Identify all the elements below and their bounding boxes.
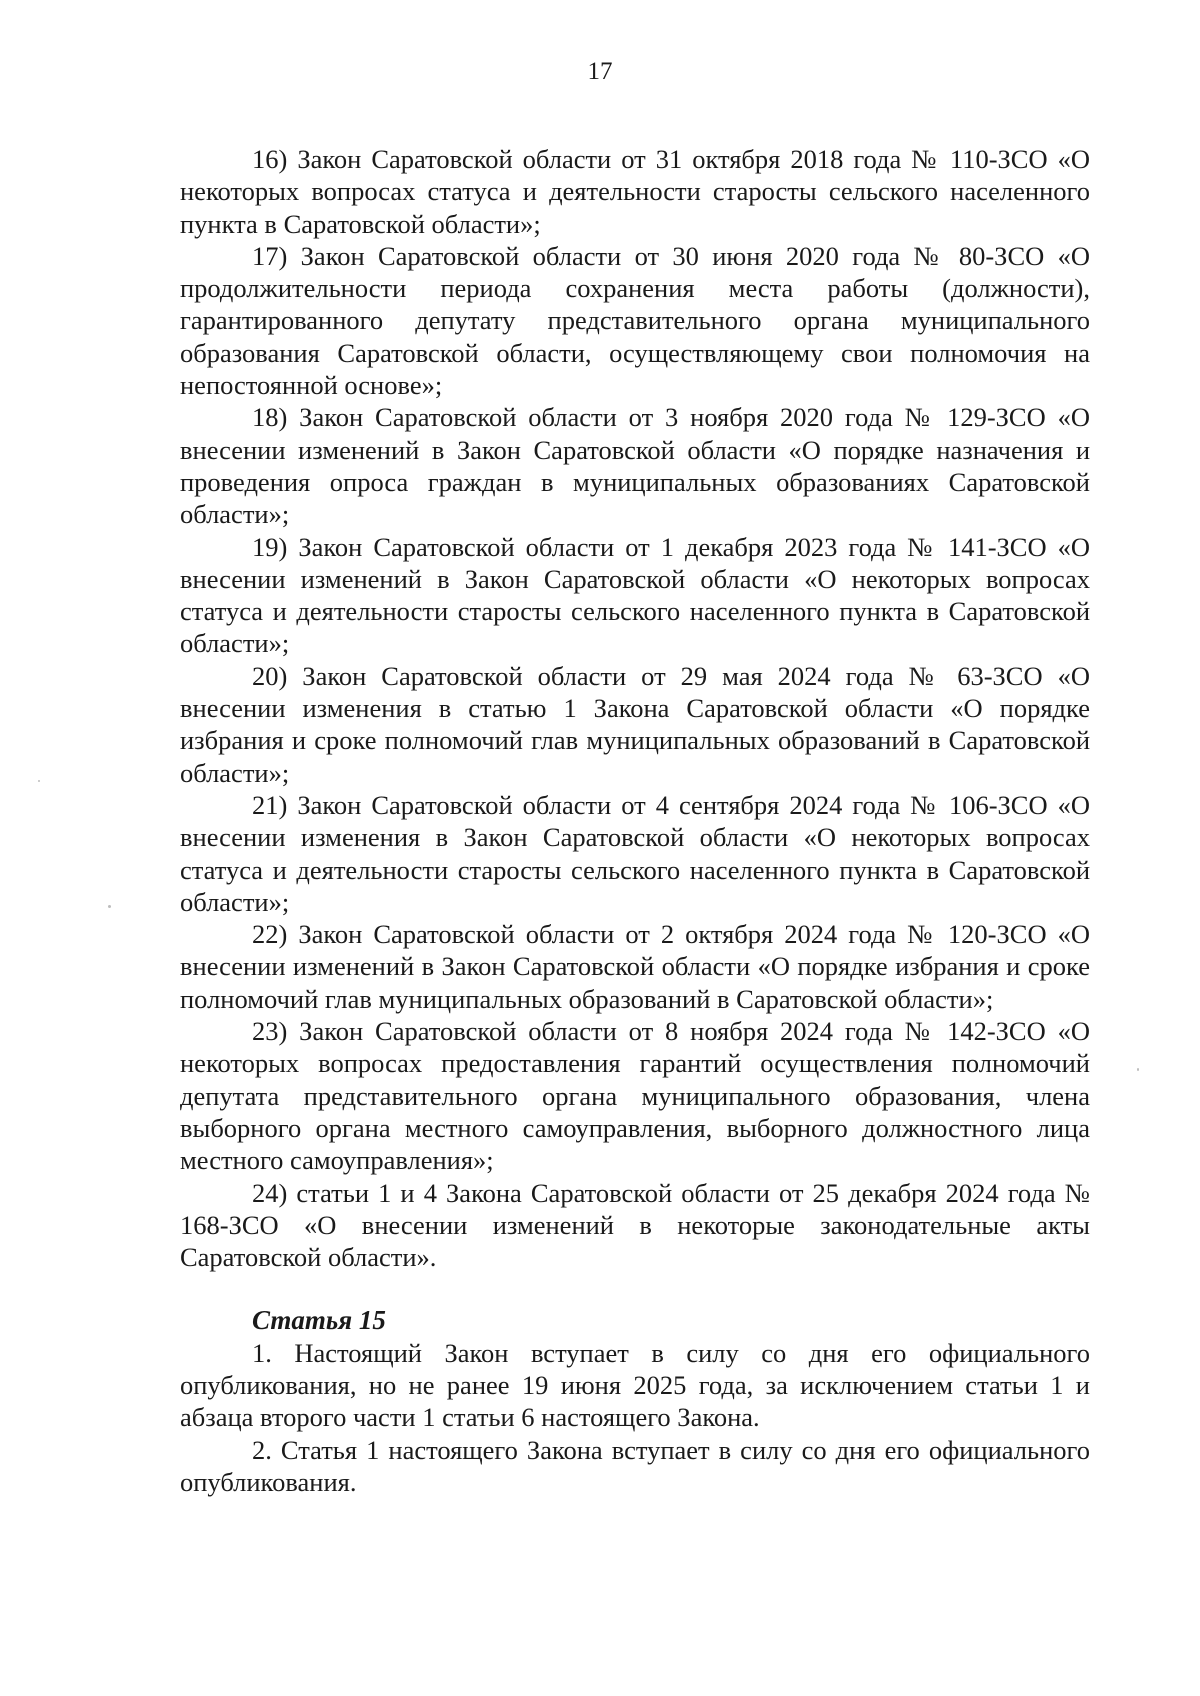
article-paragraph-1: 1. Настоящий Закон вступает в силу со дня его официального опубликования, но не ранее 19 июня 2025 года, за исключением статьи 1 и абзаца второго части 1 статьи 6 настоящего Закона. xyxy=(180,1337,1090,1433)
scan-speck xyxy=(38,780,40,782)
list-item-19: 19) Закон Саратовской области от 1 декабря 2023 года № 141-ЗСО «О внесении изменений в Закон Саратовской области «О некоторых вопросах статуса и деятельности старосты сельского населенного пункта в Саратовской области»; xyxy=(180,531,1090,659)
list-item-20: 20) Закон Саратовской области от 29 мая 2024 года № 63-ЗСО «О внесении изменения в статью 1 Закона Саратовской области «О порядке избрания и сроке полномочий глав муниципальных образований в Саратовской области»; xyxy=(180,660,1090,788)
scan-speck xyxy=(1137,1068,1139,1071)
article-heading: Статья 15 xyxy=(252,1305,386,1336)
list-item-23: 23) Закон Саратовской области от 8 ноября 2024 года № 142-ЗСО «О некоторых вопросах предоставления гарантий осуществления полномочий депутата представительного органа муниципального образования, члена выборного органа местного самоуправления, выборного должностного лица местного самоуправления»; xyxy=(180,1016,1090,1176)
page-number: 17 xyxy=(587,58,613,85)
list-item-21: 21) Закон Саратовской области от 4 сентября 2024 года № 106-ЗСО «О внесении изменения в Закон Саратовской области «О некоторых вопросах статуса и деятельности старосты сельского населенного пункта в Саратовской области»; xyxy=(180,789,1090,917)
list-item-24: 24) статьи 1 и 4 Закона Саратовской области от 25 декабря 2024 года № 168-ЗСО «О внесении изменений в некоторые законодательные акты Саратовской области». xyxy=(180,1177,1090,1273)
list-item-18: 18) Закон Саратовской области от 3 ноября 2020 года № 129-ЗСО «О внесении изменений в Закон Саратовской области «О порядке назначения и проведения опроса граждан в муниципальных образованиях Саратовской области»; xyxy=(180,402,1090,530)
scan-speck xyxy=(108,905,111,908)
document-body xyxy=(180,143,1090,1498)
list-item-22: 22) Закон Саратовской области от 2 октября 2024 года № 120-ЗСО «О внесении изменений в Закон Саратовской области «О порядке избрания и сроке полномочий глав муниципальных образований в Саратовской области»; xyxy=(180,919,1090,1014)
list-item-16: 16) Закон Саратовской области от 31 октября 2018 года № 110-ЗСО «О некоторых вопросах статуса и деятельности старосты сельского населенного пункта в Саратовской области»; xyxy=(180,144,1090,239)
list-item-17: 17) Закон Саратовской области от 30 июня 2020 года № 80-ЗСО «О продолжительности периода сохранения места работы (должности), гарантированного депутату представительного органа муниципального образования Саратовской области, осуществляющему свои полномочия на непостоянной основе»; xyxy=(180,240,1090,401)
article-paragraph-2: 2. Статья 1 настоящего Закона вступает в силу со дня его официального опубликования. xyxy=(180,1434,1090,1497)
